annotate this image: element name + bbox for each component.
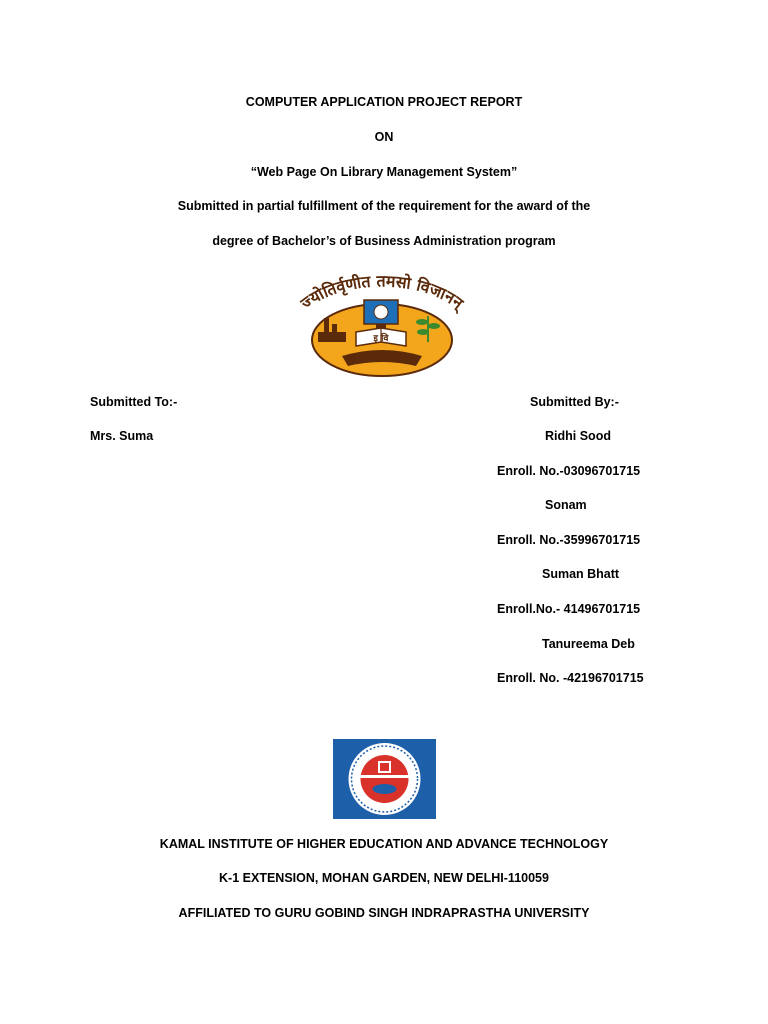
student-name: Tanureema Deb bbox=[542, 637, 635, 651]
book-letters: इ वि bbox=[373, 334, 389, 344]
submitted-by-label: Submitted By:- bbox=[530, 395, 619, 409]
institute-name: KAMAL INSTITUTE OF HIGHER EDUCATION AND ADVANCE TECHNOLOGY bbox=[159, 837, 609, 851]
student-name: Sonam bbox=[545, 498, 587, 512]
institute-address: K-1 EXTENSION, MOHAN GARDEN, NEW DELHI-110059 bbox=[219, 871, 549, 885]
report-on: ON bbox=[374, 130, 394, 144]
university-logo bbox=[286, 270, 478, 378]
project-title: “Web Page On Library Management System” bbox=[250, 165, 518, 179]
student-name: Suman Bhatt bbox=[542, 567, 620, 581]
supervisor-name: Mrs. Suma bbox=[90, 429, 154, 443]
student-enroll: Enroll. No. -42196701715 bbox=[497, 671, 644, 685]
submission-statement: Submitted in partial fulfillment of the requirement for the award of the bbox=[177, 199, 591, 213]
student-enroll: Enroll.No.- 41496701715 bbox=[497, 602, 641, 616]
university-motto: ज्योतिर्वृणीत तमसो विजानन् bbox=[297, 271, 467, 313]
student-enroll: Enroll. No.-35996701715 bbox=[497, 533, 641, 547]
student-name: Ridhi Sood bbox=[545, 429, 611, 443]
student-enroll: Enroll. No.-03096701715 bbox=[497, 464, 641, 478]
institute-affiliation: AFFILIATED TO GURU GOBIND SINGH INDRAPRASTHA UNIVERSITY bbox=[178, 906, 590, 920]
degree-statement: degree of Bachelor’s of Business Administration program bbox=[212, 234, 556, 248]
submitted-to-label: Submitted To:- bbox=[90, 395, 178, 409]
institute-seal bbox=[333, 739, 436, 819]
report-title: COMPUTER APPLICATION PROJECT REPORT bbox=[245, 95, 523, 109]
